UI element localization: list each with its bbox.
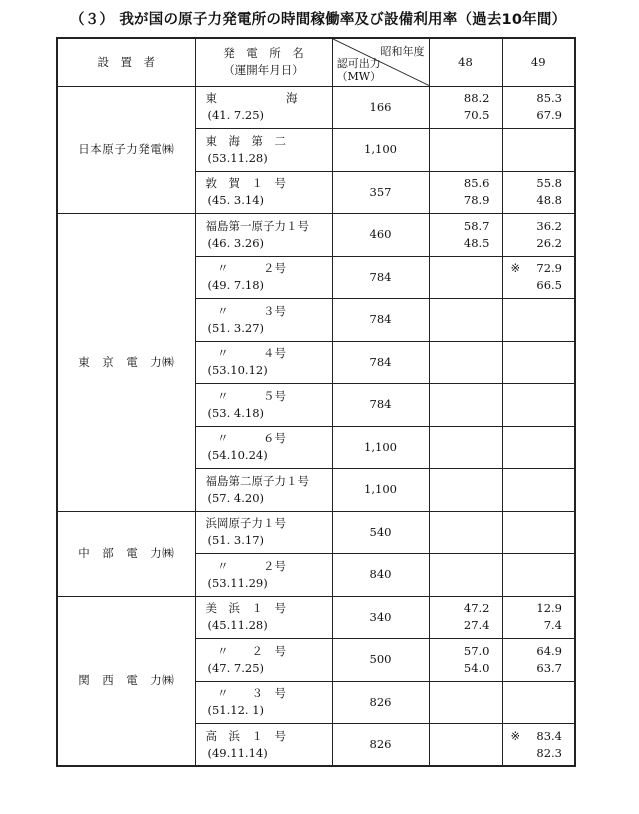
capacity-cell: 826	[332, 681, 429, 724]
station-cell	[195, 214, 332, 257]
start-date: (41. 7.25)	[207, 108, 265, 123]
capacity-cell: 357	[332, 171, 429, 214]
station-header-line2: （運開年月日）	[223, 63, 304, 78]
fy48-cell	[429, 214, 502, 257]
fy48-cell	[429, 724, 502, 767]
station-cell	[195, 341, 332, 384]
time-operating-rate: 72.9	[536, 261, 562, 276]
station-cell	[195, 724, 332, 767]
start-date: (49. 7.18)	[207, 278, 265, 293]
start-date: (47. 7.25)	[207, 660, 265, 675]
fy49-cell	[502, 511, 575, 554]
fy49-cell	[502, 214, 575, 257]
start-date: (53. 4.18)	[207, 405, 265, 420]
station-cell	[195, 171, 332, 214]
time-operating-rate: 85.6	[463, 176, 490, 191]
station-name: 東 海 第 二	[205, 133, 286, 148]
station-name: 〃 ５号	[205, 388, 286, 403]
station-cell	[195, 299, 332, 342]
capacity-cell: 784	[332, 299, 429, 342]
time-operating-rate-line	[503, 90, 563, 107]
start-date: (49.11.14)	[207, 745, 268, 760]
capacity-cell: 826	[332, 724, 429, 767]
start-date: (45.11.28)	[207, 618, 268, 633]
fy48-cell	[429, 639, 502, 682]
fy48-cell	[429, 299, 502, 342]
capacity-factor: 82.3	[536, 745, 562, 760]
capacity-cell: 540	[332, 511, 429, 554]
start-date: (53.11.29)	[207, 575, 268, 590]
time-operating-rate: 88.2	[463, 91, 490, 106]
fy49-cell	[502, 299, 575, 342]
time-operating-rate: 55.8	[536, 176, 562, 191]
station-header	[195, 38, 332, 86]
owner-cell: 東 京 電 力㈱	[57, 214, 195, 512]
fy49-cell	[502, 86, 575, 129]
start-date: (51. 3.27)	[207, 320, 265, 335]
fy49-cell	[502, 469, 575, 512]
capacity-cell: 840	[332, 554, 429, 597]
capacity-cell: 340	[332, 596, 429, 639]
capacity-header-line2: （MW）	[336, 69, 382, 83]
fy48-cell	[429, 681, 502, 724]
capacity-cell: 784	[332, 256, 429, 299]
fy49-cell	[502, 171, 575, 214]
start-date: (46. 3.26)	[207, 235, 265, 250]
start-date: (53.10.12)	[207, 363, 268, 378]
start-date: (54.10.24)	[207, 448, 268, 463]
note-mark: ※	[510, 728, 521, 743]
station-name: 〃 ６号	[205, 431, 286, 446]
capacity-factor: 26.2	[536, 235, 562, 250]
station-name: 〃 ２号	[205, 558, 286, 573]
fy48-cell	[429, 426, 502, 469]
time-operating-rate-line	[503, 728, 563, 745]
time-operating-rate-line	[503, 600, 563, 617]
station-cell	[195, 384, 332, 427]
fy48-cell	[429, 511, 502, 554]
capacity-header	[337, 57, 382, 83]
capacity-cell: 460	[332, 214, 429, 257]
capacity-cell: 784	[332, 341, 429, 384]
fy48-cell	[429, 384, 502, 427]
capacity-cell: 500	[332, 639, 429, 682]
capacity-cell: 784	[332, 384, 429, 427]
capacity-cell: 1,100	[332, 426, 429, 469]
station-cell	[195, 511, 332, 554]
capacity-factor: 27.4	[463, 618, 490, 633]
station-cell	[195, 129, 332, 172]
start-date: (53.11.28)	[207, 150, 268, 165]
station-cell	[195, 554, 332, 597]
station-cell	[195, 639, 332, 682]
capacity-factor: 48.8	[536, 193, 562, 208]
time-operating-rate: 57.0	[463, 643, 490, 658]
era-header: 昭和年度	[380, 45, 425, 58]
capacity-factor: 63.7	[536, 660, 562, 675]
capacity-factor: 48.5	[463, 235, 490, 250]
station-cell	[195, 426, 332, 469]
operating-rate-table	[56, 37, 576, 767]
start-date: (45. 3.14)	[207, 193, 265, 208]
fy49-cell	[502, 724, 575, 767]
table-row	[57, 214, 575, 257]
fy48-cell	[429, 554, 502, 597]
station-name: 福島第一原子力１号	[205, 218, 309, 233]
fy49-cell	[502, 129, 575, 172]
fy48-cell	[429, 596, 502, 639]
station-name: 敦 賀 １ 号	[205, 176, 286, 191]
owner-cell: 日本原子力発電㈱	[57, 86, 195, 214]
header-row	[57, 38, 575, 86]
fy48-cell	[429, 86, 502, 129]
station-cell	[195, 86, 332, 129]
table-row	[57, 86, 575, 129]
time-operating-rate-line	[503, 643, 563, 660]
fy49-cell	[502, 256, 575, 299]
station-name: 東 海	[205, 91, 298, 106]
start-date: (51.12. 1)	[207, 703, 265, 718]
capacity-factor: 54.0	[463, 660, 490, 675]
table-row	[57, 596, 575, 639]
time-operating-rate: 36.2	[536, 218, 562, 233]
station-name: 〃 ３号	[205, 303, 286, 318]
station-cell	[195, 681, 332, 724]
capacity-cell: 1,100	[332, 469, 429, 512]
station-cell	[195, 256, 332, 299]
capacity-header-line1: 認可出力	[336, 56, 381, 70]
fy49-cell	[502, 426, 575, 469]
fy48-cell	[429, 469, 502, 512]
capacity-cell: 166	[332, 86, 429, 129]
time-operating-rate: 85.3	[536, 91, 562, 106]
capacity-factor: 7.4	[543, 618, 562, 633]
time-operating-rate: 83.4	[536, 728, 562, 743]
table-row	[57, 511, 575, 554]
fy48-cell	[429, 129, 502, 172]
station-header-line1: 発 電 所 名	[223, 46, 304, 61]
year-header-48: 48	[429, 38, 502, 86]
fy49-cell	[502, 639, 575, 682]
owner-cell: 関 西 電 力㈱	[57, 596, 195, 766]
station-name: 〃 ４号	[205, 346, 286, 361]
page-title: （３） 我が国の原子力発電所の時間稼働率及び設備利用率（過去10年間）	[70, 12, 567, 28]
capacity-factor: 70.5	[463, 108, 490, 123]
fy49-cell	[502, 384, 575, 427]
station-cell	[195, 469, 332, 512]
owner-cell: 中 部 電 力㈱	[57, 511, 195, 596]
fy48-cell	[429, 256, 502, 299]
time-operating-rate-line	[503, 218, 563, 235]
diagonal-header	[332, 38, 429, 86]
station-name: 〃 ２ 号	[205, 643, 286, 658]
station-name: 〃 ２号	[205, 261, 286, 276]
station-name: 福島第二原子力１号	[205, 473, 309, 488]
owner-header: 設 置 者	[57, 38, 195, 86]
fy49-cell	[502, 681, 575, 724]
capacity-cell: 1,100	[332, 129, 429, 172]
fy49-cell	[502, 554, 575, 597]
station-cell	[195, 596, 332, 639]
fy48-cell	[429, 341, 502, 384]
time-operating-rate: 58.7	[463, 218, 490, 233]
time-operating-rate: 47.2	[463, 601, 490, 616]
fy48-cell	[429, 171, 502, 214]
station-name: 高 浜 １ 号	[205, 728, 286, 743]
start-date: (57. 4.20)	[207, 490, 265, 505]
fy49-cell	[502, 341, 575, 384]
station-name: 浜岡原子力１号	[205, 516, 286, 531]
capacity-factor: 78.9	[463, 193, 490, 208]
capacity-factor: 67.9	[536, 108, 562, 123]
year-header-49: 49	[502, 38, 575, 86]
station-name: 美 浜 １ 号	[205, 601, 286, 616]
note-mark: ※	[510, 261, 521, 276]
start-date: (51. 3.17)	[207, 533, 265, 548]
time-operating-rate: 12.9	[536, 601, 562, 616]
fy49-cell	[502, 596, 575, 639]
capacity-factor: 66.5	[536, 278, 562, 293]
station-name: 〃 ３ 号	[205, 686, 286, 701]
time-operating-rate-line	[503, 260, 563, 277]
time-operating-rate-line	[503, 175, 563, 192]
time-operating-rate: 64.9	[536, 643, 562, 658]
